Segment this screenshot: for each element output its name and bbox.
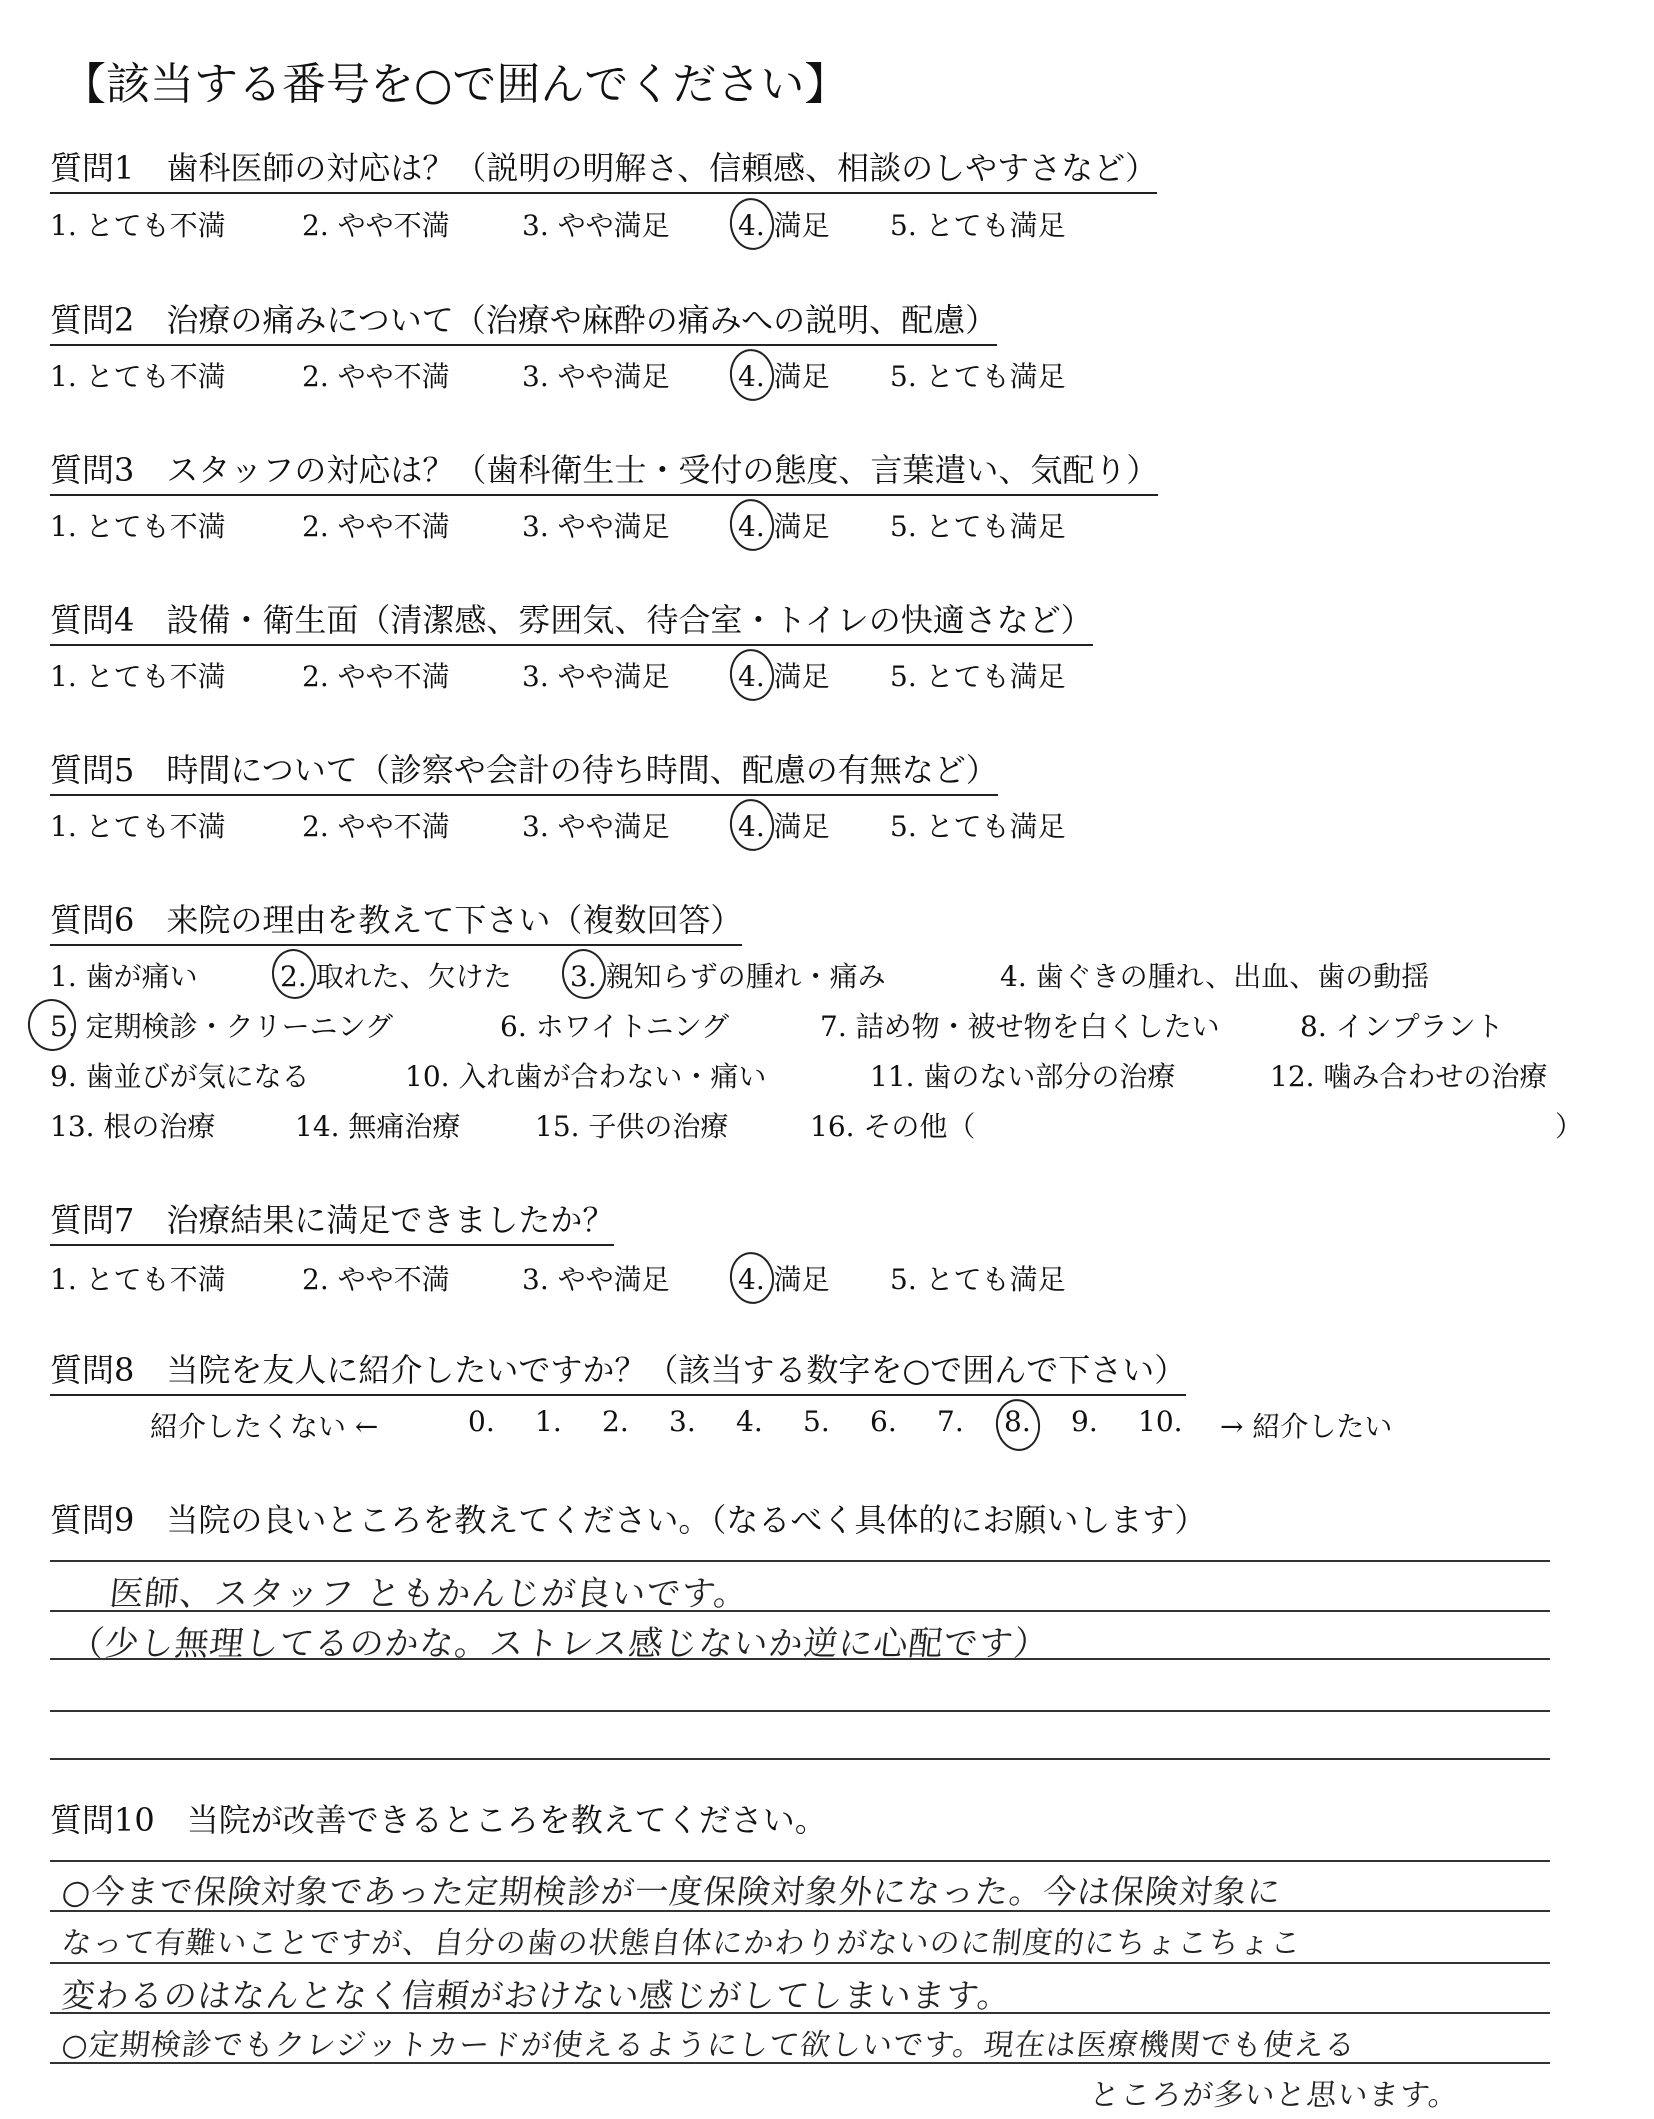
q3-option-3[interactable]: 3. やや満足: [522, 510, 670, 543]
q5-option-3[interactable]: 3. やや満足: [522, 810, 670, 843]
q9-answer-line-2: （少し無理してるのかな。ストレス感じないか逆に心配です）: [67, 1624, 1051, 1664]
q1-option-1[interactable]: 1. とても不満: [50, 209, 226, 242]
q8-number-10[interactable]: 10.: [1138, 1405, 1183, 1438]
q6-option-14[interactable]: 14. 無痛治療: [295, 1110, 461, 1143]
question-1: [50, 148, 1157, 194]
question-6-title: 質問6 来院の理由を教えて下さい（複数回答）: [50, 900, 742, 946]
q6-option-10[interactable]: 10. 入れ歯が合わない・痛い: [405, 1060, 767, 1093]
q10-answer-line-4: ○定期検診でもクレジットカードが使えるようにして欲しいです。現在は医療機関でも使える: [59, 2028, 1358, 2063]
q8-number-4[interactable]: 4.: [736, 1405, 763, 1438]
q6-option-16-close: ）: [1555, 1110, 1584, 1143]
q6-option-5[interactable]: 5. 定期検診・クリーニング: [50, 1010, 394, 1043]
q6-option-15[interactable]: 15. 子供の治療: [535, 1110, 729, 1143]
q1-option-4[interactable]: 4. 満足: [738, 209, 830, 242]
q6-option-9[interactable]: 9. 歯並びが気になる: [50, 1060, 310, 1093]
q8-number-5[interactable]: 5.: [803, 1405, 830, 1438]
q5-option-1[interactable]: 1. とても不満: [50, 810, 226, 843]
q10-rule-1: [50, 1860, 1550, 1862]
q9-rule-1: [50, 1560, 1550, 1562]
q8-selection-circle: [993, 1396, 1044, 1454]
q8-number-1[interactable]: 1.: [535, 1405, 562, 1438]
q1-option-5[interactable]: 5. とても満足: [890, 209, 1066, 242]
q5-option-4[interactable]: 4. 満足: [738, 810, 830, 843]
question-3: [50, 450, 1158, 496]
q4-option-1[interactable]: 1. とても不満: [50, 660, 226, 693]
question-5-title: 質問5 時間について（診察や会計の待ち時間、配慮の有無など）: [50, 750, 998, 796]
q3-option-2[interactable]: 2. やや不満: [302, 510, 450, 543]
q8-left-label: 紹介したくない ←: [150, 1410, 379, 1443]
question-6-options: [50, 955, 1610, 1143]
q9-rule-4: [50, 1710, 1550, 1712]
q3-option-4[interactable]: 4. 満足: [738, 510, 830, 543]
question-7-title: 質問7 治療結果に満足できましたか？: [50, 1200, 614, 1246]
q6-option-4[interactable]: 4. 歯ぐきの腫れ、出血、歯の動揺: [1000, 960, 1430, 993]
q4-option-3[interactable]: 3. やや満足: [522, 660, 670, 693]
q6-option-8[interactable]: 8. インプラント: [1300, 1010, 1504, 1043]
q1-option-2[interactable]: 2. やや不満: [302, 209, 450, 242]
q2-option-5[interactable]: 5. とても満足: [890, 360, 1066, 393]
q6-option-7[interactable]: 7. 詰め物・被せ物を白くしたい: [820, 1010, 1220, 1043]
q5-option-5[interactable]: 5. とても満足: [890, 810, 1066, 843]
q8-right-label: → 紹介したい: [1220, 1410, 1393, 1443]
question-1-title: 質問1 歯科医師の対応は？（説明の明解さ、信頼感、相談のしやすさなど）: [50, 148, 1157, 194]
q7-option-5[interactable]: 5. とても満足: [890, 1263, 1066, 1296]
q1-option-3[interactable]: 3. やや満足: [522, 209, 670, 242]
question-8-title: 質問8 当院を友人に紹介したいですか？（該当する数字を○で囲んで下さい）: [50, 1350, 1186, 1396]
q10-answer-line-2: なって有難いことですが、自分の歯の状態自体にかわりがないのに制度的にちょこちょこ: [59, 1926, 1304, 1961]
question-3-title: 質問3 スタッフの対応は？（歯科衛生士・受付の態度、言葉遣い、気配り）: [50, 450, 1158, 496]
q3-option-1[interactable]: 1. とても不満: [50, 510, 226, 543]
q8-number-9[interactable]: 9.: [1071, 1405, 1098, 1438]
question-2-title: 質問2 治療の痛みについて（治療や麻酔の痛みへの説明、配慮）: [50, 300, 997, 346]
instruction-header: 【該当する番号を○で囲んでください】: [62, 59, 849, 110]
q4-option-2[interactable]: 2. やや不満: [302, 660, 450, 693]
question-10: [50, 1800, 827, 1840]
q2-option-4[interactable]: 4. 満足: [738, 360, 830, 393]
question-9-title: 質問9 当院の良いところを教えてください。（なるべく具体的にお願いします）: [50, 1501, 1207, 1539]
q6-option-12[interactable]: 12. 噛み合わせの治療: [1270, 1060, 1548, 1093]
q10-answer-line-1: ○今まで保険対象であった定期検診が一度保険対象外になった。今は保険対象に: [59, 1872, 1284, 1911]
q8-number-3[interactable]: 3.: [669, 1405, 696, 1438]
q7-option-4[interactable]: 4. 満足: [738, 1263, 830, 1296]
question-10-title: 質問10 当院が改善できるところを教えてください。: [50, 1801, 827, 1839]
question-5: [50, 750, 998, 796]
question-2: [50, 300, 997, 346]
q8-number-8[interactable]: 8.: [1004, 1405, 1031, 1438]
question-4-title: 質問4 設備・衛生面（清潔感、雰囲気、待合室・トイレの快適さなど）: [50, 600, 1093, 646]
q8-number-6[interactable]: 6.: [870, 1405, 897, 1438]
q2-option-1[interactable]: 1. とても不満: [50, 360, 226, 393]
q10-answer-line-5: ところが多いと思います。: [1087, 2078, 1462, 2113]
q10-answer-line-3: 変わるのはなんとなく信頼がおけない感じがしてしまいます。: [59, 1976, 1014, 2015]
q6-option-11[interactable]: 11. 歯のない部分の治療: [870, 1060, 1176, 1093]
q9-rule-5: [50, 1758, 1550, 1760]
q2-option-2[interactable]: 2. やや不満: [302, 360, 450, 393]
q6-option-6[interactable]: 6. ホワイトニング: [500, 1010, 730, 1043]
q9-answer-line-1: 医師、スタッフ ともかんじが良いです。: [107, 1574, 751, 1614]
q6-option-2[interactable]: 2. 取れた、欠けた: [280, 960, 512, 993]
question-4: [50, 600, 1093, 646]
question-6: [50, 900, 742, 946]
q5-option-2[interactable]: 2. やや不満: [302, 810, 450, 843]
q8-number-2[interactable]: 2.: [602, 1405, 629, 1438]
question-9: [50, 1500, 1206, 1540]
q3-option-5[interactable]: 5. とても満足: [890, 510, 1066, 543]
question-7: [50, 1200, 614, 1246]
q7-option-2[interactable]: 2. やや不満: [302, 1263, 450, 1296]
q6-option-3[interactable]: 3. 親知らずの腫れ・痛み: [570, 960, 886, 993]
q7-option-1[interactable]: 1. とても不満: [50, 1263, 226, 1296]
q10-rule-3: [50, 1962, 1550, 1964]
q8-number-0[interactable]: 0.: [468, 1405, 495, 1438]
q8-number-7[interactable]: 7.: [937, 1405, 964, 1438]
q4-option-5[interactable]: 5. とても満足: [890, 660, 1066, 693]
q7-option-3[interactable]: 3. やや満足: [522, 1263, 670, 1296]
q6-option-13[interactable]: 13. 根の治療: [50, 1110, 216, 1143]
q2-option-3[interactable]: 3. やや満足: [522, 360, 670, 393]
q4-option-4[interactable]: 4. 満足: [738, 660, 830, 693]
question-8: [50, 1350, 1186, 1396]
q6-option-1[interactable]: 1. 歯が痛い: [50, 960, 198, 993]
q6-option-16[interactable]: 16. その他（: [810, 1110, 976, 1143]
